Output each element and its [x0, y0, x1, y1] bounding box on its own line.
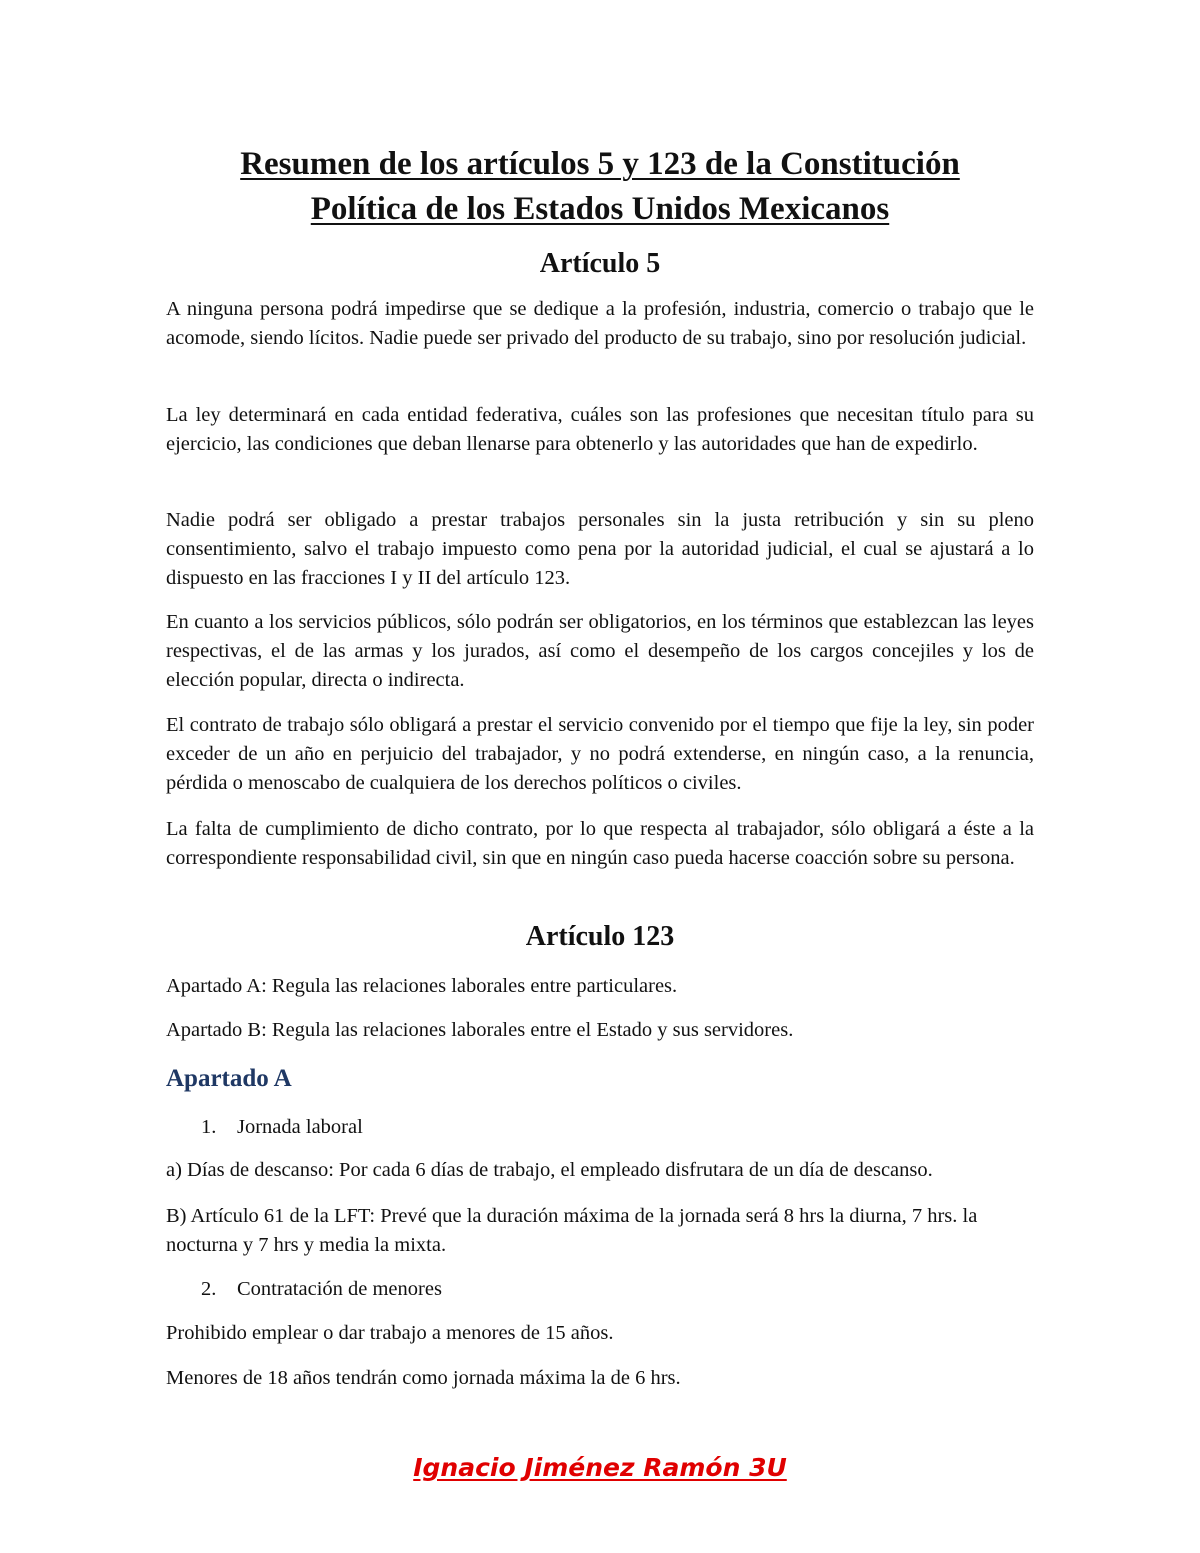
list-item-jornada-laboral [201, 1113, 363, 1142]
heading-articulo-123: Artículo 123 [525, 921, 675, 952]
articulo-5-paragraph-2: La ley determinará en cada entidad federativa, cuáles son las profesiones que necesitan título para su ejercicio, las condiciones que deban llenarse para obtenerlo y las autoridades que han de expedirlo. [166, 404, 1034, 455]
menores-18-anos: Menores de 18 años tendrán como jornada máxima la de 6 hrs. [166, 1367, 681, 1389]
list-number: 2. [201, 1278, 217, 1300]
menores-15-anos: Prohibido emplear o dar trabajo a menores de 15 años. [166, 1322, 614, 1344]
title-line-2: Política de los Estados Unidos Mexicanos [310, 191, 890, 227]
apartado-b-description: Apartado B: Regula las relaciones laborales entre el Estado y sus servidores. [166, 1019, 794, 1041]
heading-apartado-a: Apartado A [166, 1065, 292, 1092]
list-number: 1. [201, 1116, 217, 1138]
articulo-5-paragraph-5: El contrato de trabajo sólo obligará a prestar el servicio convenido por el tiempo que fije la ley, sin poder exceder de un año en perjuicio del trabajador, y no podrá extenderse, en ningún caso, a la renuncia, pérdida o menoscabo de cualquiera de los derechos políticos o civiles. [166, 714, 1034, 794]
list-label: Jornada laboral [237, 1116, 363, 1138]
jornada-articulo-61: B) Artículo 61 de la LFT: Prevé que la duración máxima de la jornada será 8 hrs la diurna, 7 hrs. la nocturna y 7 hrs y media la mixta. [166, 1205, 978, 1256]
jornada-dias-descanso: a) Días de descanso: Por cada 6 días de trabajo, el empleado disfrutara de un día de descanso. [166, 1159, 933, 1181]
articulo-5-paragraph-1: A ninguna persona podrá impedirse que se dedique a la profesión, industria, comercio o trabajo que le acomode, siendo lícitos. Nadie puede ser privado del producto de su trabajo, sino por resolución judicial. [166, 298, 1034, 349]
apartado-a-description: Apartado A: Regula las relaciones laborales entre particulares. [166, 975, 678, 997]
document-title [0, 142, 1200, 232]
list-item-contratacion-menores [201, 1275, 442, 1304]
author-signature: Ignacio Jiménez Ramón 3U [413, 1453, 787, 1482]
heading-articulo-5: Artículo 5 [539, 248, 661, 279]
articulo-5-paragraph-4: En cuanto a los servicios públicos, sólo podrán ser obligatorios, en los términos que establezcan las leyes respectivas, el de las armas y los jurados, así como el desempeño de los cargos concejiles y los de elección popular, directa o indirecta. [166, 611, 1034, 691]
list-label: Contratación de menores [237, 1278, 442, 1300]
articulo-5-paragraph-3: Nadie podrá ser obligado a prestar trabajos personales sin la justa retribución y sin su pleno consentimiento, salvo el trabajo impuesto como pena por la autoridad judicial, el cual se ajustará a lo dispuesto en las fracciones I y II del artículo 123. [166, 509, 1034, 589]
title-line-1: Resumen de los artículos 5 y 123 de la Constitución [240, 146, 960, 182]
articulo-5-paragraph-6: La falta de cumplimiento de dicho contrato, por lo que respecta al trabajador, sólo obligará a éste a la correspondiente responsabilidad civil, sin que en ningún caso pueda hacerse coacción sobre su persona. [166, 818, 1034, 869]
